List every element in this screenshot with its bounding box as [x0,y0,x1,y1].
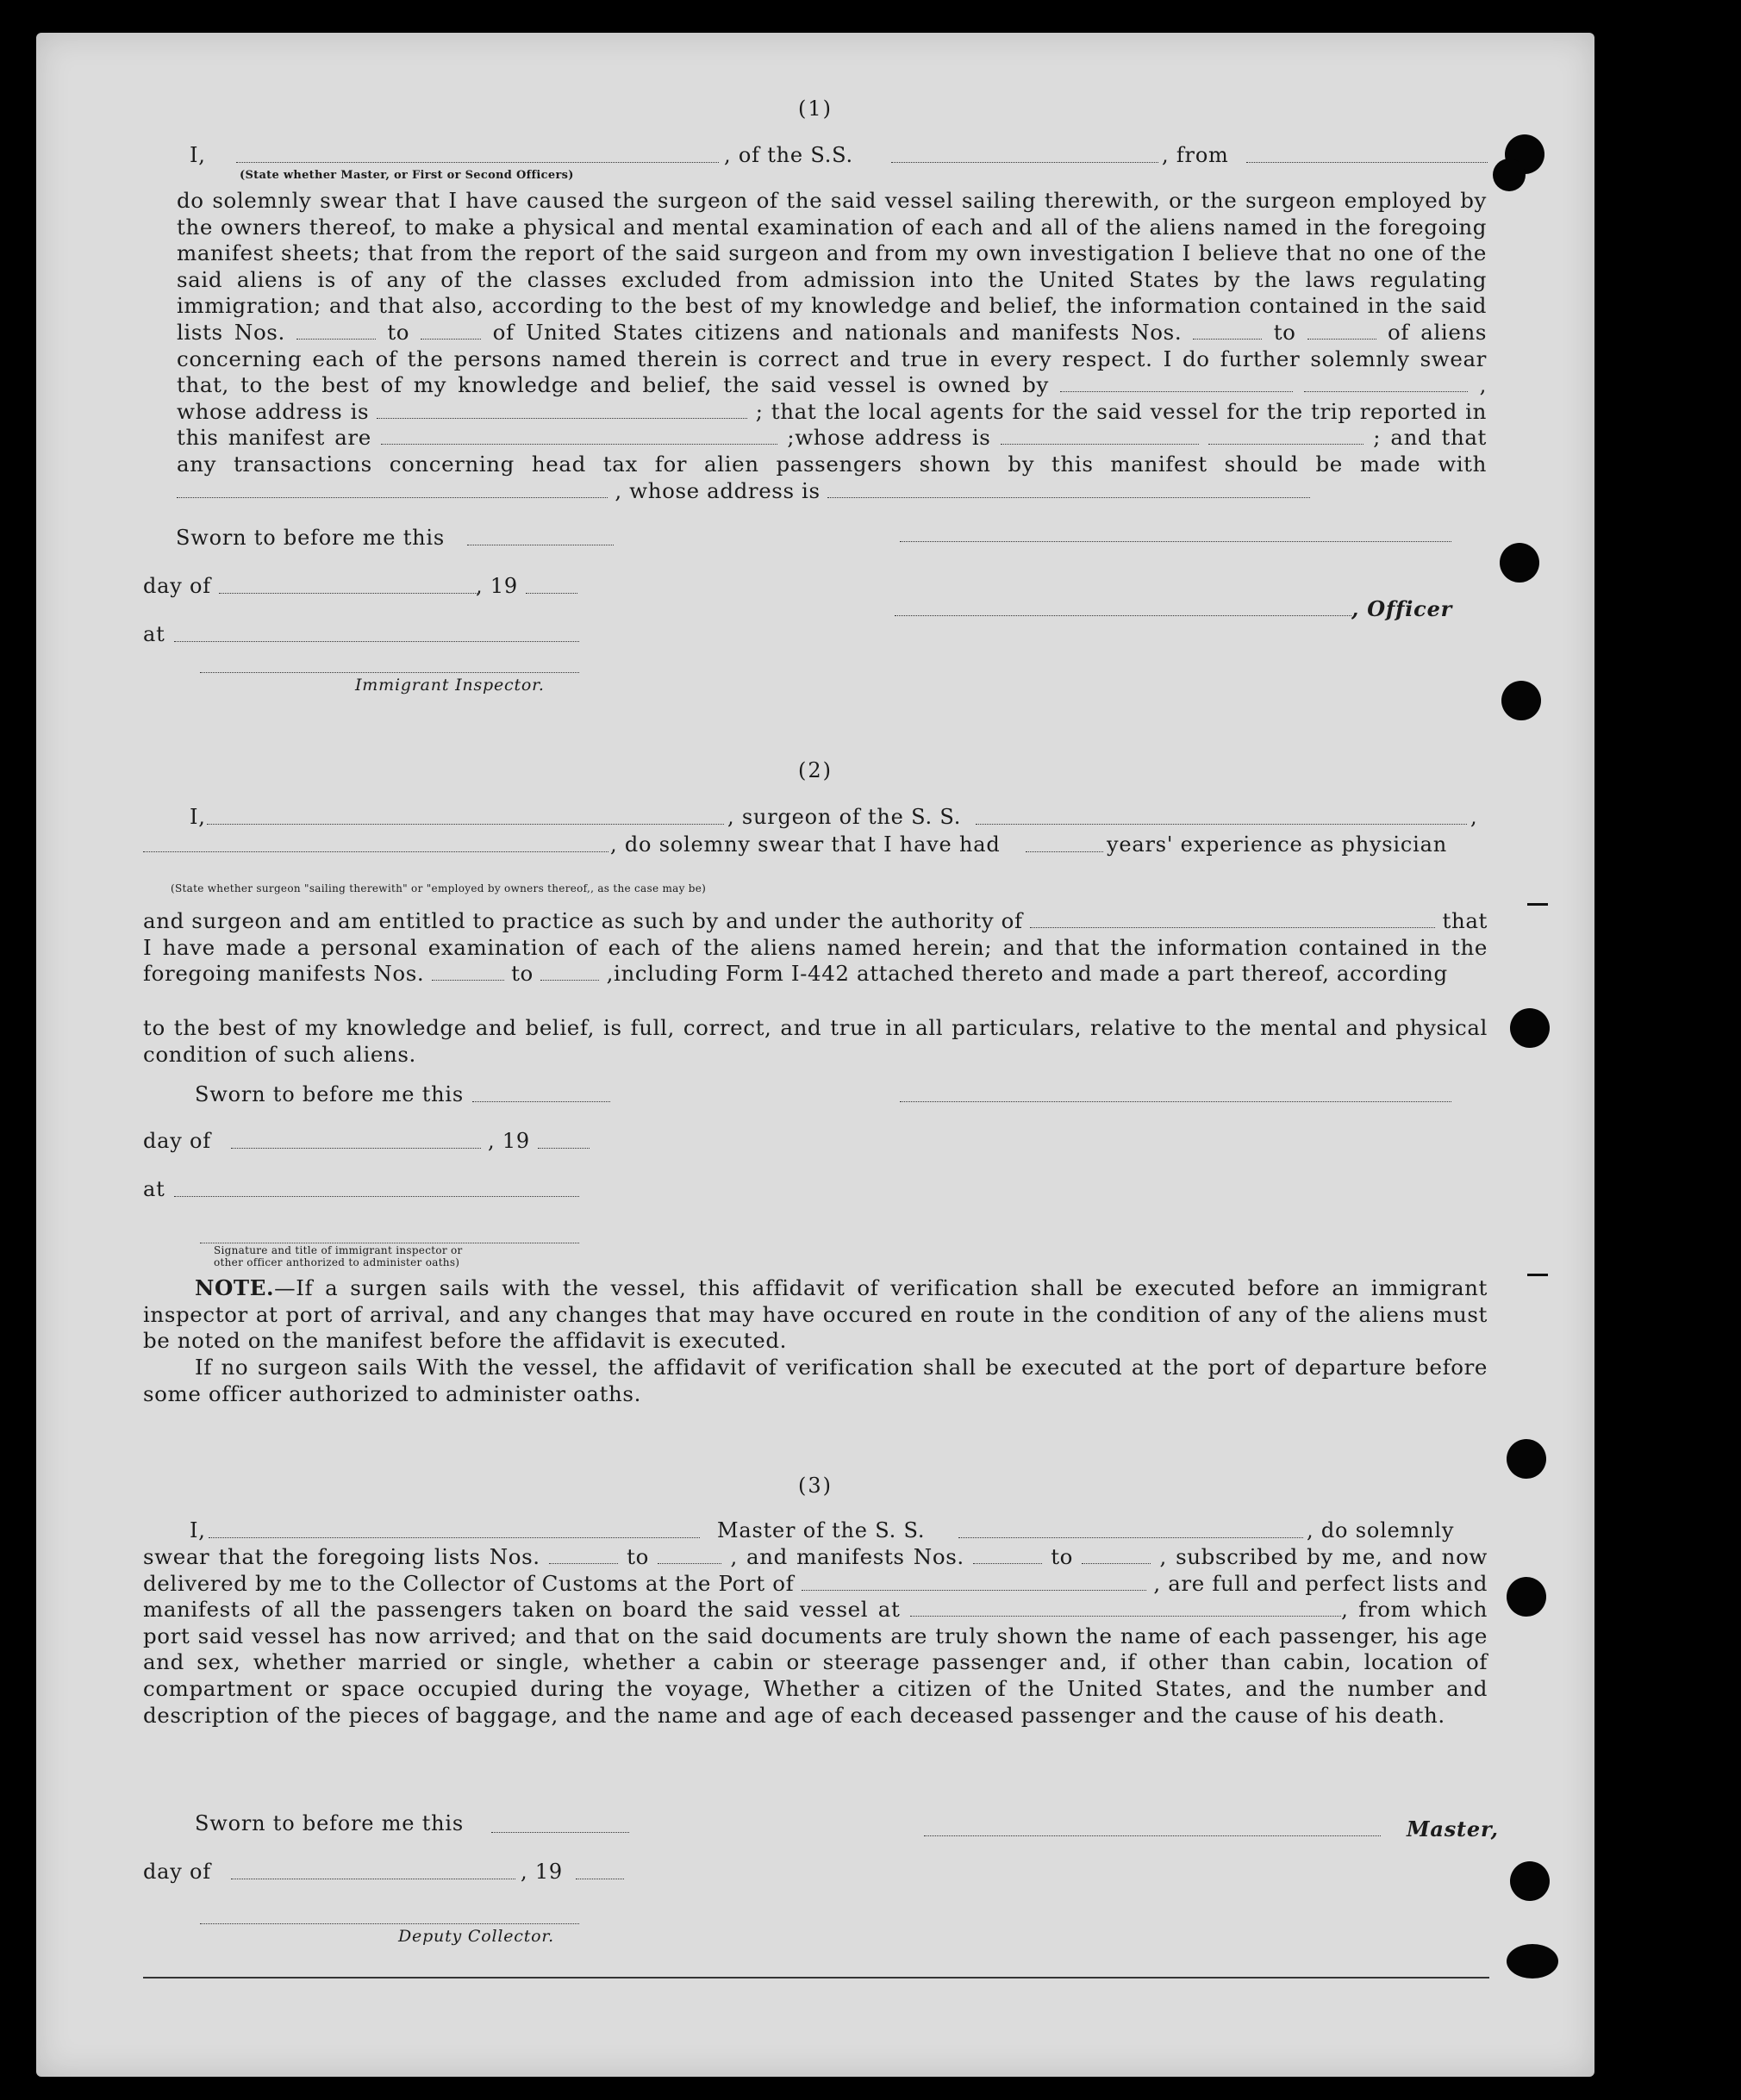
s3-to: to [627,1544,649,1569]
lists-from-field[interactable] [296,323,376,340]
section-number-1: (1) [798,97,833,121]
note-paragraph [143,1275,1488,1355]
section1-oath-text [177,188,1487,504]
authority-field[interactable] [1030,912,1435,928]
margin-tick [1527,1274,1548,1276]
s3-lists-to-field[interactable] [658,1548,721,1564]
s2-state-note: (State whether surgeon "sailing therewith" or "employed by owners thereof,, as the case may be) [171,882,707,894]
s1-day-field[interactable] [219,593,477,594]
s2-do-swear: , do solemny swear that I have had [610,832,1001,857]
owner-field-cont[interactable] [1304,376,1468,392]
s1-signature-field[interactable] [900,541,1451,542]
master-name-field[interactable] [236,162,719,163]
punch-hole [1507,1577,1546,1617]
s3-body2: from which port said vessel has now arrived; and that on the said documents are truly shown the name of each passenger, his age and sex, whether married or single, whether a cabin or steerage passenger and, if other than cabin, location of compartment or space occupied during the voyage, Whether a citizen of the United States, and the number and description of the pieces of baggage, and the name and age of each deceased passenger and the cause of his death. [143,1597,1488,1728]
s2-at: at [143,1177,165,1201]
section2-oath-text [143,908,1488,988]
s1-inspector-signature-field[interactable] [200,672,579,673]
s3-body1: swear that the foregoing lists Nos. [143,1544,540,1569]
s2-day-field[interactable] [231,1148,481,1149]
s3-master-of: Master of the S. S. [717,1518,926,1542]
s3-manifests-to-field[interactable] [1082,1548,1151,1564]
s1-from: , from [1162,143,1229,167]
s2-surgeon-of: , surgeon of the S. S. [727,805,962,829]
note-label: NOTE. [195,1275,275,1300]
lists-to-field[interactable] [421,323,481,340]
s2-years: years' experience as physician [1107,832,1447,857]
punch-hole [1510,1008,1550,1048]
s2-body2: that I have made a personal examination of each of the aliens named herein; and that the information contained in the foregoing manifests Nos. [143,908,1488,987]
s3-sworn: Sworn to before me this [195,1811,465,1835]
note-paragraph-2 [143,1355,1488,1407]
head-tax-address-field[interactable] [827,482,1310,498]
manifests-from-field[interactable] [1193,323,1262,340]
s3-master-signature-field[interactable] [924,1835,1381,1836]
s1-nineteen: , 19 [476,574,518,598]
owner-field[interactable] [1060,376,1293,392]
section2-oath-text-2 [143,1015,1488,1068]
head-tax-party-field[interactable] [177,482,608,498]
punch-hole [1501,681,1541,720]
s1-officer-label: , Officer [1351,596,1453,621]
s1-day-of: day of [143,574,211,598]
s1-sworn: Sworn to before me this [176,526,446,550]
s2-body3: ,including Form I-442 attached thereto and made a part thereof, according [606,961,1448,987]
s1-officer-field[interactable] [895,615,1351,616]
s1-state-note: (State whether Master, or First or Second Officers) [240,169,574,182]
section-number-2: (2) [798,758,833,782]
s1-aliens: of aliens concerning each of the persons named therein is correct and true in every respect. I do further solemnly swear that, to the best of my knowledge and belief, the said vessel is owned by [177,319,1487,398]
s1-local-agents: ; that the local agents for the said vessel for the trip reported in this manifest are [177,398,1487,451]
s2-to: to [511,961,534,987]
s1-inspector-label: Immigrant Inspector. [355,676,545,695]
s1-whose-address3: , whose address is [615,477,821,503]
s3-comma: , [1341,1597,1349,1623]
s3-deputy-signature-field[interactable] [200,1923,579,1924]
s3-to2: to [1051,1544,1074,1569]
s2-body1: and surgeon and am entitled to practice as such by and under the authority of [143,908,1023,933]
s3-nineteen: , 19 [521,1860,563,1884]
s1-at: at [143,622,165,646]
s2-manifests-to-field[interactable] [540,964,599,981]
s1-i: I, [190,143,206,167]
form-page [36,33,1594,2077]
embark-port-field[interactable] [910,1600,1341,1617]
s2-sworn: Sworn to before me this [195,1082,465,1106]
s3-vessel-field[interactable] [958,1537,1303,1538]
years-experience-field[interactable] [1026,851,1103,852]
s3-subscribed: , subscribed by me, and now delivered by me to the Collector of Customs at the Port of [143,1544,1488,1596]
s1-to: to [387,319,410,345]
section3-oath-text [143,1544,1488,1729]
local-agents-field[interactable] [381,428,777,445]
s2-body4: to the best of my knowledge and belief, is full, correct, and true in all particulars, relative to the mental and physical condition of such aliens. [143,1015,1488,1067]
s2-vessel-field[interactable] [976,824,1467,825]
s3-sworn-date-field[interactable] [491,1832,629,1833]
manifests-to-field[interactable] [1307,323,1376,340]
from-port-field[interactable] [1246,162,1488,163]
punch-hole [1507,1944,1558,1978]
s1-citizens: of United States citizens and nationals and manifests Nos. [492,319,1183,345]
s2-i: I, [190,805,206,829]
note-text-2: If no surgeon sails With the vessel, the affidavit of verification shall be executed at the port of departure before some officer authorized to administer oaths. [143,1355,1488,1406]
s2-year-field[interactable] [538,1148,590,1149]
s3-and-manifests: , and manifests Nos. [730,1544,964,1569]
margin-tick [1527,903,1548,906]
punch-hole [1510,1861,1550,1901]
agents-address-field-cont[interactable] [1208,428,1363,445]
s3-are-full: , are full and perfect lists and manifests of all the passengers taken on board the said vessel at [143,1570,1488,1623]
s1-whose-address: , whose address is [177,372,1487,424]
s2-sworn-date-field[interactable] [472,1101,610,1102]
s3-do-swear: , do solemnly [1307,1518,1455,1542]
surgeon-name-field[interactable] [207,824,724,825]
s2-comma: , [1470,805,1478,829]
s2-manifests-from-field[interactable] [432,964,504,981]
bottom-rule [143,1977,1489,1978]
s3-manifests-from-field[interactable] [973,1548,1042,1564]
s1-body: do solemnly swear that I have caused the surgeon of the said vessel sailing therewith, or the surgeon employed by the owners thereof, to make a physical and mental examination of each and all of the aliens named in the foregoing manifest sheets; that from the report of the said surgeon and from my own investigation I believe that no one of the said aliens is of any of the classes excluded from admission into the United States by the laws regulating immigration; and that also, according to the best of my knowledge and belief, the information contained in the said lists Nos. [177,188,1487,345]
s2-signature-field[interactable] [900,1101,1451,1102]
s3-lists-from-field[interactable] [549,1548,618,1564]
s1-year-field[interactable] [526,593,577,594]
punch-hole [1500,543,1539,583]
port-field[interactable] [802,1574,1146,1591]
owner-address-field[interactable] [377,402,747,419]
surgeon-status-field[interactable] [143,851,608,852]
s1-head-tax: ; and that any transactions concerning head tax for alien passengers shown by this manifest should be made with [177,425,1487,477]
s2-day-of: day of [143,1129,211,1153]
section-number-3: (3) [798,1474,833,1498]
s2-at-field[interactable] [174,1196,579,1197]
s3-i: I, [190,1518,206,1542]
vessel-name-field[interactable] [891,162,1158,163]
agents-address-field[interactable] [1001,428,1199,445]
s2-sig-note-1: Signature and title of immigrant inspector or [214,1244,463,1256]
s2-sig-note-2: other officer anthorized to administer oaths) [214,1256,460,1268]
s2-nineteen: , 19 [488,1129,530,1153]
s3-deputy-label: Deputy Collector. [398,1927,555,1946]
s1-of-ss: , of the S.S. [724,143,853,167]
s1-to2: to [1273,319,1296,345]
s3-master-name-field[interactable] [209,1537,700,1538]
punch-hole [1493,159,1526,191]
s3-master-label: Master, [1407,1816,1499,1841]
s3-day-of: day of [143,1860,211,1884]
s1-at-field[interactable] [174,641,579,642]
note-text-1: —If a surgen sails with the vessel, this affidavit of verification shall be executed before an immigrant inspector at port of arrival, and any changes that may have occured en route in the condition of any of the aliens must be noted on the manifest before the affidavit is executed. [143,1275,1488,1354]
s1-whose-address2: ;whose address is [787,425,991,451]
